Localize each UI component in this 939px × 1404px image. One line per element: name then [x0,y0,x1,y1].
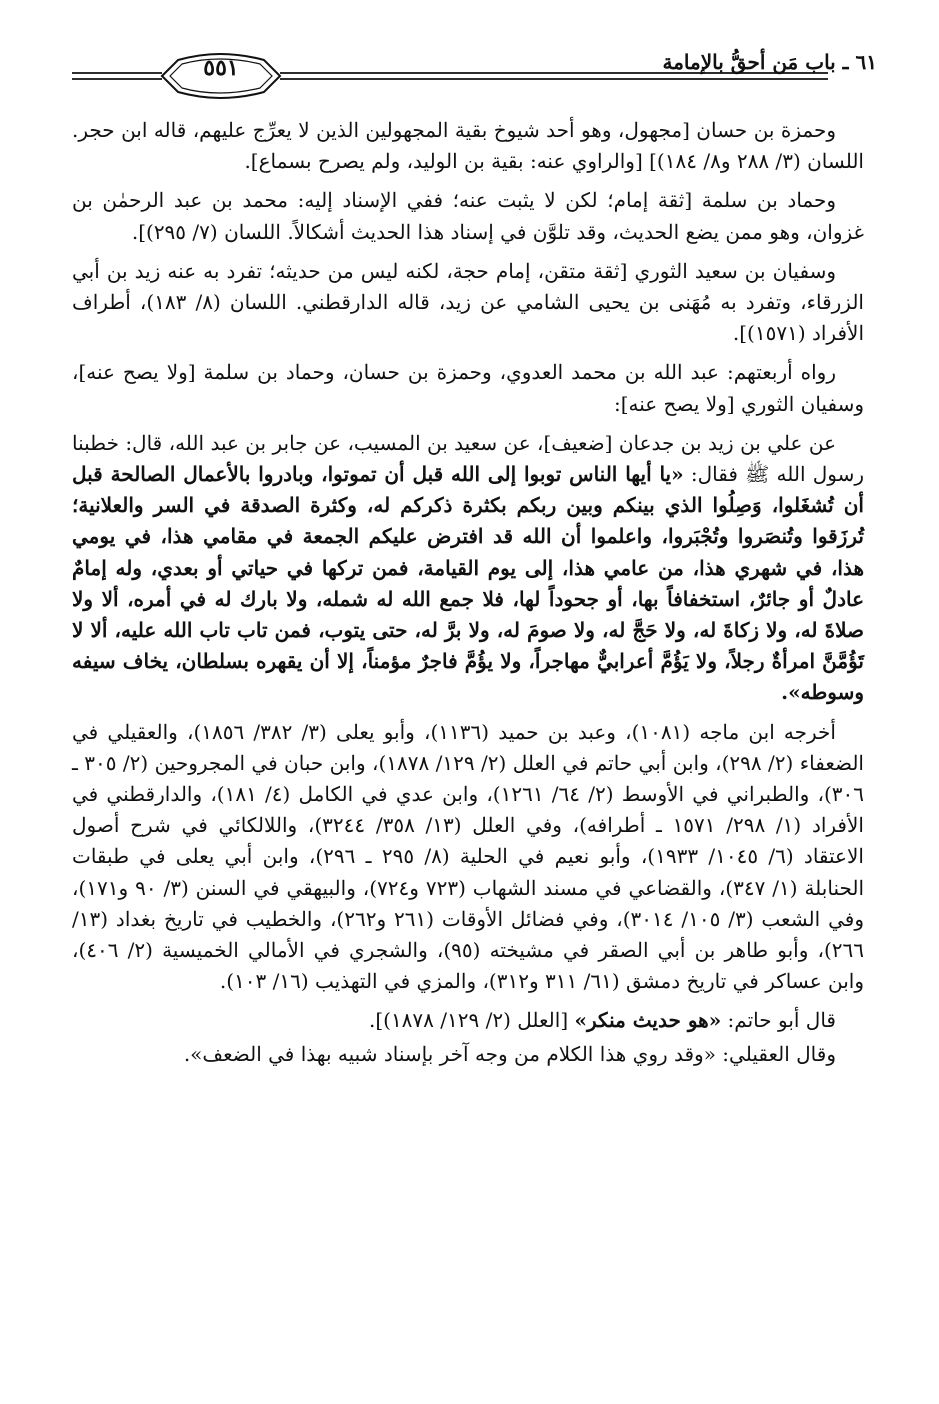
paragraph-uqayli: وقال العقيلي: «وقد روي هذا الكلام من وجه آخر بإسناد شبيه بهذا في الضعف». [183,1041,836,1066]
hadith-isnad: عن علي بن زيد بن جدعان [ضعيف]، عن سعيد بن المسيب، عن جابر بن عبد الله، قال: خطبنا رسول الله ﷺ فقال: [72,430,864,487]
abu-hatim-verdict: «هو حديث منكر» [574,1008,722,1033]
page-header [70,46,877,106]
paragraph-narration-chain: رواه أربعتهم: عبد الله بن محمد العدوي، وحمزة بن حسان، وحماد بن سلمة [ولا يصح عنه]، وسفيان الثوري [ولا يصح عنه]: [72,360,864,416]
paragraph-hadith [72,428,864,709]
paragraph-narrator-hamza: وحمزة بن حسان [مجهول، وهو أحد شيوخ بقية المجهولين الذين لا يعرِّج عليهم، قاله ابن حجر. اللسان (٣/ ٢٨٨ و٨/ ١٨٤)] [والراوي عنه: بقية بن الوليد، ولم يصرح بسماع]. [72,118,864,174]
page-body [72,115,864,1078]
paragraph-takhrij: أخرجه ابن ماجه (١٠٨١)، وعبد بن حميد (١١٣٦)، وأبو يعلى (٣/ ٣٨٢/ ١٨٥٦)، والعقيلي في الضعفاء (٢/ ٢٩٨)، وابن أبي حاتم في العلل (٢/ ١٢٩/ ١٨٧٨)، وابن حبان في المجروحين (٢/ ٣٠٥ ـ ٣٠٦)، والطبراني في الأوسط (٢/ ٦٤/ ١٢٦١)، وابن عدي في الكامل (٤/ ١٨١)، والدارقطني في الأفراد (١/ ٢٩٨/ ١٥٧١ ـ أطرافه)، وفي العلل (١٣/ ٣٥٨/ ٣٢٤٤)، واللالكائي في شرح أصول الاعتقاد (٦/ ١٠٤٥/ ١٩٣٣)، وأبو نعيم في الحلية (٨/ ٢٩٥ ـ ٢٩٦)، وابن أبي يعلى في طبقات الحنابلة (١/ ٣٤٧)، والقضاعي في مسند الشهاب (٧٢٣ و٧٢٤)، والبيهقي في السنن (٣/ ٩٠ و١٧١)، وفي الشعب (٣/ ١٠٥/ ٣٠١٤)، وفي فضائل الأوقات (٢٦١ و٢٦٢)، والخطيب في تاريخ بغداد (١٣/ ٢٦٦)، وأبو طاهر بن أبي الصقر في مشيخته (٩٥)، والشجري في الأمالي الخميسية (٢/ ٤٠٦)، وابن عساكر في تاريخ دمشق (٦١/ ٣١١ و٣١٢)، والمزي في التهذيب (١٦/ ١٠٣). [72,719,865,994]
paragraph-abu-hatim [72,1005,864,1036]
hadith-text: «يا أيها الناس توبوا إلى الله قبل أن تموتوا، وبادروا بالأعمال الصالحة قبل أن تُشغَلوا، وَصِلُوا الذي بينكم وبين ربكم بكثرة ذكركم له، وكثرة الصدقة في السر والعلانية؛ تُرزَقوا وتُنصَروا وتُجْبَروا، واعلموا أن الله قد افترض عليكم الجمعة في مقامي هذا، في يومي هذا، في شهري هذا، من عامي هذا، إلى يوم القيامة، فمن تركها في حياتي أو بعدي، وله إمامٌ عادلٌ أو جائرٌ، استخفافاً بها، أو جحوداً لها، فلا جمع الله له شمله، ولا بارك له في أمره، ألا ولا صلاةَ له، ولا زكاةَ له، ولا حَجَّ له، ولا صومَ له، ولا برَّ له، حتى يتوب، فمن تاب تاب الله عليه، ألا لا تَؤُمَّنَّ امرأةٌ رجلاً، ولا يَؤُمَّ أعرابيٌّ مهاجراً، ولا يؤُمَّ فاجرٌ مؤمناً، إلا أن يقهره بسلطان، يخاف سيفه وسوطه». [72,462,864,705]
paragraph-narrator-sufyan: وسفيان بن سعيد الثوري [ثقة متقن، إمام حجة، لكنه ليس من حديثه؛ تفرد به عنه زيد بن أبي الزرقاء، وتفرد به مُهَنى بن يحيى الشامي عن زيد، قاله الدارقطني. اللسان (٨/ ١٨٣)، أطراف الأفراد (١٥٧١)]. [72,258,864,346]
paragraph-narrator-hammad: وحماد بن سلمة [ثقة إمام؛ لكن لا يثبت عنه؛ ففي الإسناد إليه: محمد بن عبد الرحمٰن بن غزوان، وهو ممن يضع الحديث، وقد تلوَّن في إسناد هذا الحديث أشكالاً. اللسان (٧/ ٢٩٥)]. [72,188,864,244]
page-number: ٥٥١ [203,55,239,81]
abu-hatim-reference: [العلل (٢/ ١٢٩/ ١٨٧٨)]. [368,1008,575,1033]
abu-hatim-intro: قال أبو حاتم: [721,1008,836,1033]
chapter-title: ٦١ ـ باب مَن أحقُّ بالإمامة [662,50,877,74]
